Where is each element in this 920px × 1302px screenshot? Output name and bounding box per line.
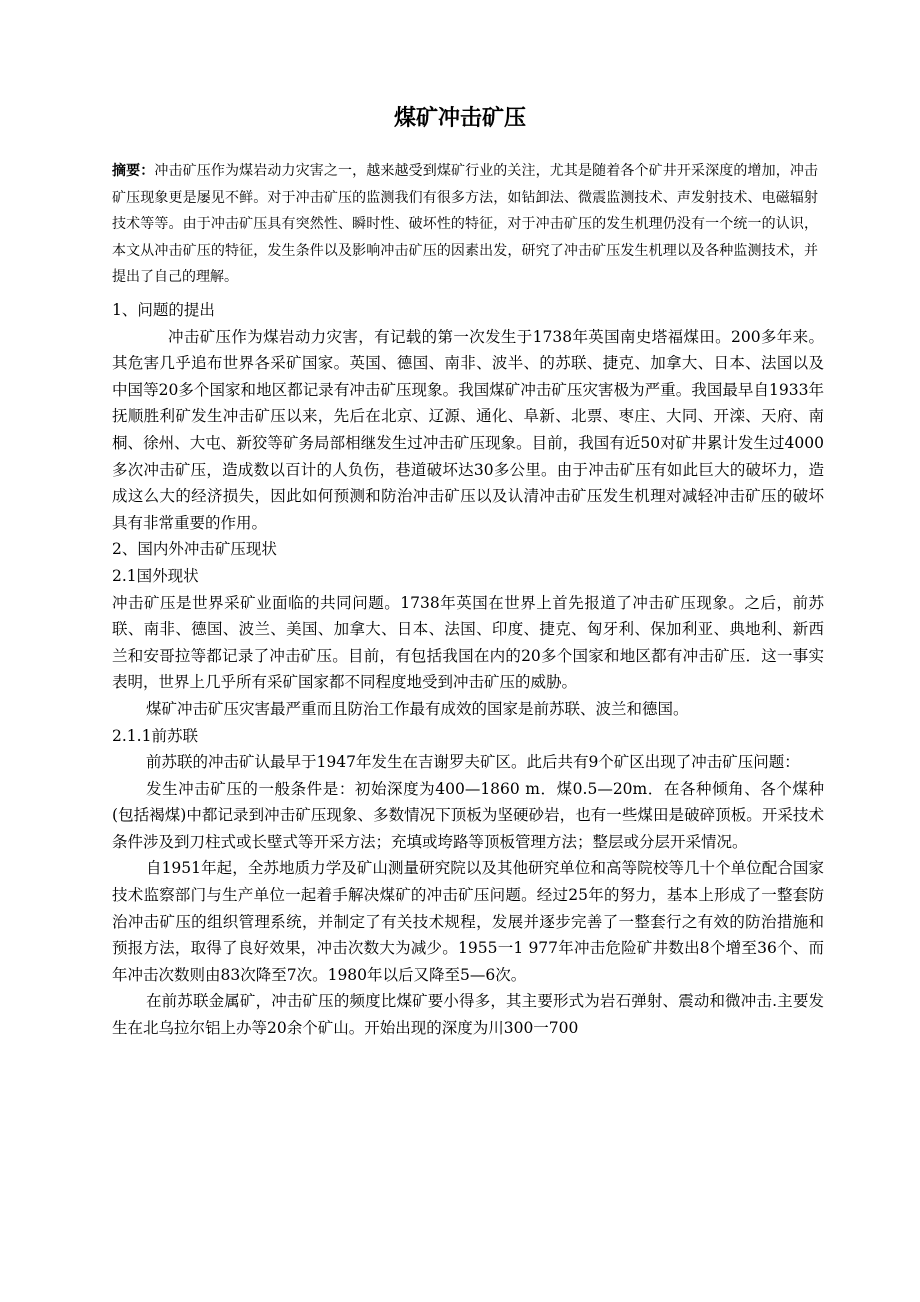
paragraph-6: 自1951年起，全苏地质力学及矿山测量研究院以及其他研究单位和高等院校等几十个单位配合国家技术监察部门与生产单位一起着手解决煤矿的冲击矿压问题。经过25年的努力，基本上形成了一整套防治冲击矿压的组织管理系统，并制定了有关技术规程，发展并逐步完善了一整套行之有效的防治措施和预报方法，取得了良好效果，冲击次数大为减少。1955一1 977年冲击危险矿井数出8个增至36个、而年冲击次数则由83次降至7次。1980年以后又降至5—6次。 <box>112 859 824 984</box>
abstract <box>112 158 818 291</box>
paragraph-4: 前苏联的冲击矿认最早于1947年发生在吉谢罗夫矿区。此后共有9个矿区出现了冲击矿压问题： <box>146 753 800 772</box>
abstract-label: 摘要： <box>112 163 155 179</box>
paragraph-7: 在前苏联金属矿，冲击矿压的频度比煤矿要小得多，其主要形式为岩石弹射、震动和微冲击.主要发生在北乌拉尔铝上办等20余个矿山。开始出现的深度为川300一700 <box>112 992 824 1038</box>
document-title: 煤矿冲击矿压 <box>393 106 526 131</box>
section-heading-1: 1、问题的提出 <box>112 301 215 319</box>
section-heading-2-1-1: 2.1.1前苏联 <box>112 726 198 745</box>
abstract-text: 冲击矿压作为煤岩动力灾害之一，越来越受到煤矿行业的关注，尤其是随着各个矿井开采深度的增加，冲击矿压现象更是屡见不鲜。对于冲击矿压的监测我们有很多方法，如钻卸法、微震监测技术、声发射技术、电磁辐射技术等等。由于冲击矿压具有突然性、瞬时性、破坏性的特征，对于冲击矿压的发生机理仍没有一个统一的认识，本文从冲击矿压的特征，发生条件以及影响冲击矿压的因素出发，研究了冲击矿压发生机理以及各种监测技术，并提出了自己的理解。 <box>112 163 819 285</box>
paragraph-3: 煤矿冲击矿压灾害最严重而且防治工作最有成效的国家是前苏联、波兰和德国。 <box>146 699 689 718</box>
section-heading-2: 2、国内外冲击矿压现状 <box>112 540 277 559</box>
section-heading-2-1: 2.1国外现状 <box>112 566 199 585</box>
paragraph-2: 冲击矿压是世界采矿业面临的共同问题。1738年英国在世界上首先报道了冲击矿压现象。之后，前苏联、南非、德国、波兰、美国、加拿大、日本、法国、印度、捷克、匈牙利、保加利亚、典地利、新西兰和安哥拉等都记录了冲击矿压。目前，有包括我国在内的20多个国家和地区都有冲击矿压．这一事实表明，世界上几乎所有采矿国家都不同程度地受到冲击矿压的威胁。 <box>112 593 824 692</box>
paragraph-1: 冲击矿压作为煤岩动力灾害，有记载的第一次发生于1738年英国南史塔福煤田。200多年来。其危害几乎追布世界各采矿国家。英国、德国、南非、波半、的苏联、捷克、加拿大、日本、法国以及中国等20多个国家和地区都记录有冲击矿压现象。我国煤矿冲击矿压灾害极为严重。我国最早自1933年抚顺胜利矿发生冲击矿压以来，先后在北京、辽源、通化、阜新、北票、枣庄、大同、开滦、天府、南桐、徐州、大屯、新狡等矿务局部相继发生过冲击矿压现象。目前，我国有近50对矿井累计发生过4000多次冲击矿压，造成数以百计的人负伤，巷道破坏达30多公里。由于冲击矿压有如此巨大的破坏力，造成这么大的经济损失，因此如何预测和防治冲击矿压以及认清冲击矿压发生机理对减轻冲击矿压的破坏具有非常重要的作用。 <box>112 327 824 532</box>
document-body <box>112 297 824 1042</box>
paragraph-5: 发生冲击矿压的一般条件是：初始深度为400—1860 m．煤0.5—20m．在各种倾角、各个煤种(包括褐煤)中都记录到冲击矿压现象、多数情况下顶板为坚硬砂岩，也有一些煤田是破碎顶板。开采技术条件涉及到刀柱式或长壁式等开采方法；充填或垮路等顶板管理方法；整层或分层开采情况。 <box>112 779 824 851</box>
